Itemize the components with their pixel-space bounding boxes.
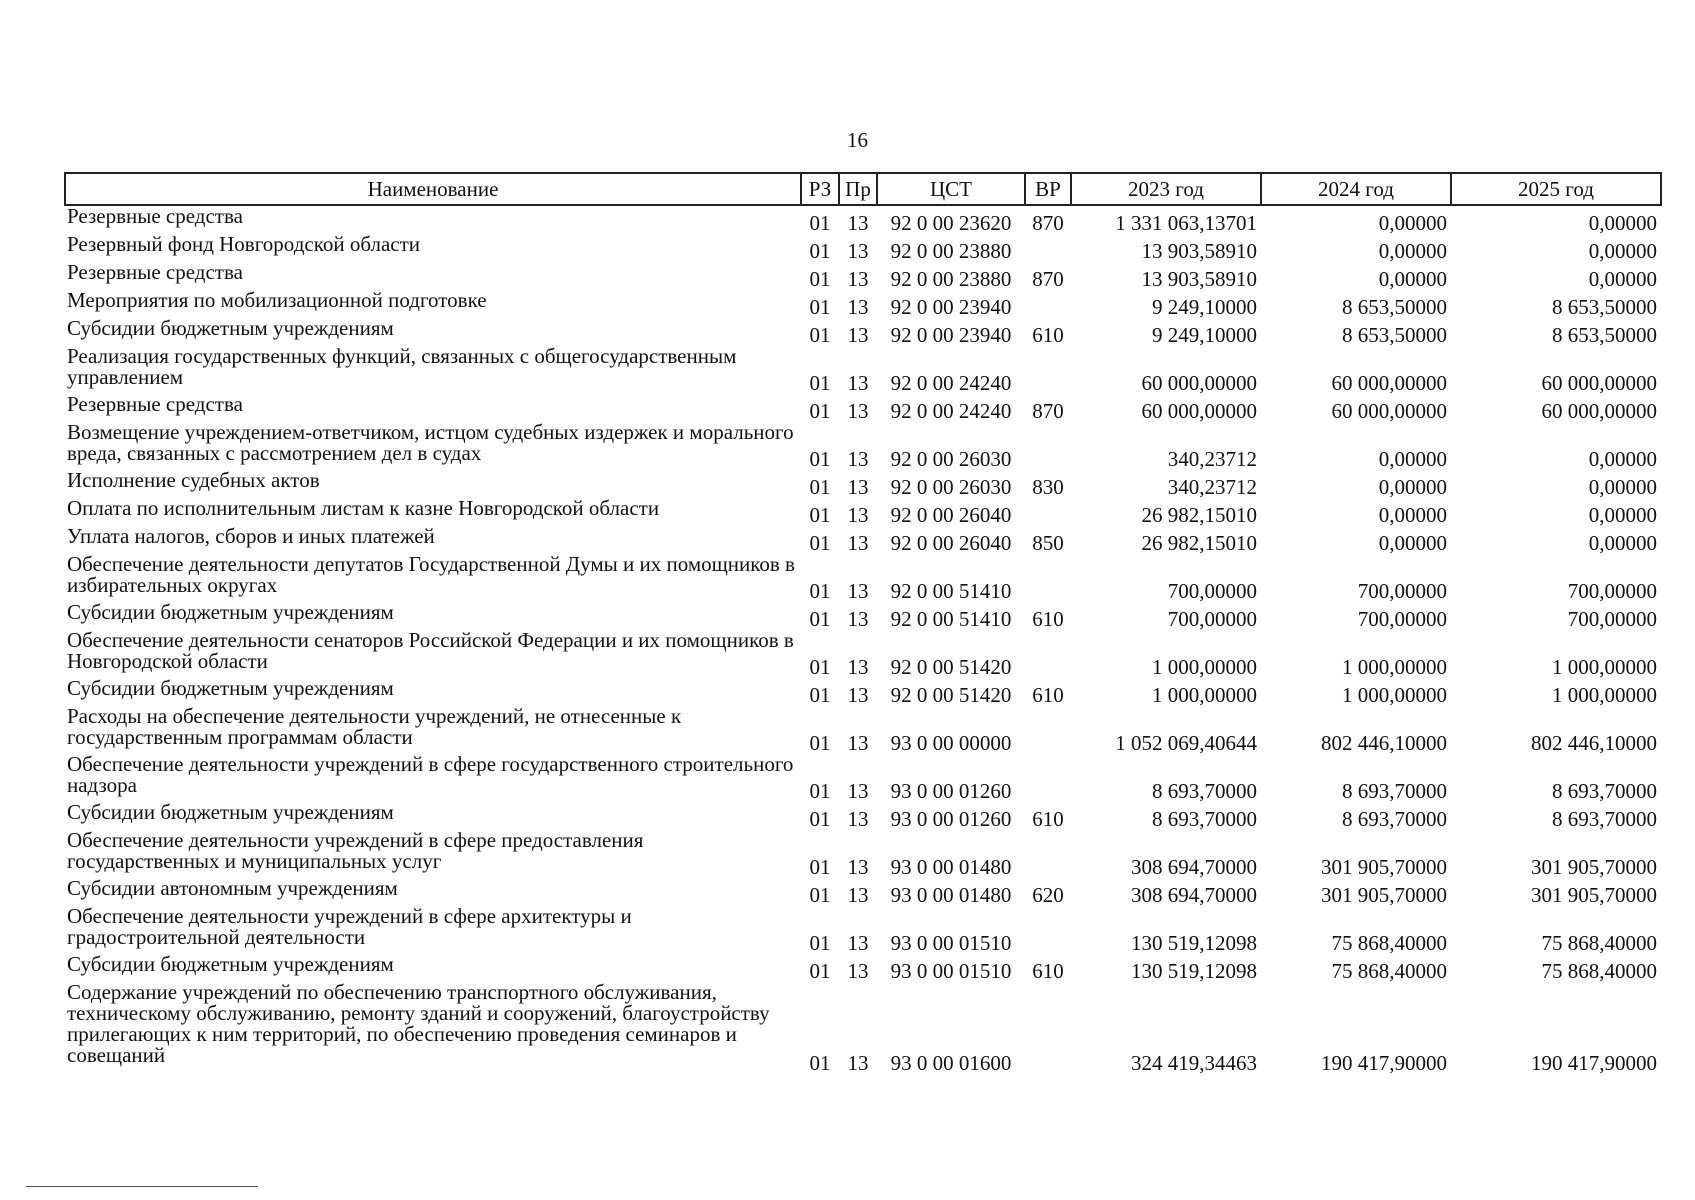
cell-rz: 01 bbox=[809, 855, 831, 879]
cell-name: Обеспечение деятельности учреждений в сфере архитектуры и градостроительной деятельности bbox=[67, 904, 632, 949]
cell-vr: 610 bbox=[1032, 683, 1064, 707]
cell-name: Исполнение судебных актов bbox=[67, 468, 320, 492]
cell-pr: 13 bbox=[847, 731, 869, 755]
cell-cst: 93 0 00 01600 bbox=[890, 1051, 1012, 1075]
cell-vr bbox=[1025, 422, 1071, 470]
cell-2025: 60 000,00000 bbox=[1541, 371, 1657, 395]
col-header-name: Наименование bbox=[65, 173, 801, 205]
cell-vr bbox=[1025, 982, 1071, 1074]
cell-2024: 301 905,70000 bbox=[1321, 883, 1447, 907]
cell-2024: 700,00000 bbox=[1357, 579, 1447, 603]
cell-vr: 850 bbox=[1032, 531, 1064, 555]
cell-2025: 0,00000 bbox=[1588, 503, 1657, 527]
cell-2025: 1 000,00000 bbox=[1552, 683, 1657, 707]
cell-vr bbox=[1025, 630, 1071, 678]
cell-pr: 13 bbox=[847, 323, 869, 347]
cell-2025: 1 000,00000 bbox=[1552, 655, 1657, 679]
cell-2024: 1 000,00000 bbox=[1342, 655, 1447, 679]
cell-cst: 92 0 00 23940 bbox=[890, 295, 1012, 319]
cell-2025: 60 000,00000 bbox=[1541, 399, 1657, 423]
cell-pr: 13 bbox=[847, 683, 869, 707]
cell-2025: 8 693,70000 bbox=[1552, 779, 1657, 803]
table-row bbox=[65, 982, 1661, 1074]
cell-rz: 01 bbox=[809, 655, 831, 679]
cell-2023: 130 519,12098 bbox=[1131, 959, 1257, 983]
cell-rz: 01 bbox=[809, 399, 831, 423]
cell-name: Субсидии бюджетным учреждениям bbox=[67, 600, 394, 624]
cell-pr: 13 bbox=[847, 475, 869, 499]
table-row bbox=[65, 498, 1661, 526]
cell-name: Обеспечение деятельности депутатов Государственной Думы и их помощников в избирательных округах bbox=[67, 552, 795, 597]
col-header-vr: ВР bbox=[1025, 173, 1071, 205]
cell-name: Резервные средства bbox=[67, 204, 243, 228]
cell-vr: 610 bbox=[1032, 959, 1064, 983]
cell-2023: 13 903,58910 bbox=[1141, 239, 1257, 263]
cell-pr: 13 bbox=[847, 607, 869, 631]
cell-2024: 0,00000 bbox=[1378, 531, 1447, 555]
cell-name: Обеспечение деятельности учреждений в сфере государственного строительного надзора bbox=[67, 752, 794, 797]
cell-2025: 0,00000 bbox=[1588, 447, 1657, 471]
cell-pr: 13 bbox=[847, 931, 869, 955]
cell-vr bbox=[1025, 706, 1071, 754]
cell-vr bbox=[1025, 498, 1071, 526]
cell-2023: 60 000,00000 bbox=[1141, 371, 1257, 395]
cell-rz: 01 bbox=[809, 579, 831, 603]
col-header-rz: РЗ bbox=[801, 173, 839, 205]
cell-name: Мероприятия по мобилизационной подготовке bbox=[67, 288, 487, 312]
cell-rz: 01 bbox=[809, 371, 831, 395]
cell-2023: 130 519,12098 bbox=[1131, 931, 1257, 955]
cell-2025: 190 417,90000 bbox=[1531, 1051, 1657, 1075]
cell-pr: 13 bbox=[847, 655, 869, 679]
cell-cst: 93 0 00 01480 bbox=[890, 855, 1012, 879]
cell-name: Оплата по исполнительным листам к казне Новгородской области bbox=[67, 496, 660, 520]
cell-vr: 870 bbox=[1032, 211, 1064, 235]
cell-rz: 01 bbox=[809, 295, 831, 319]
cell-2025: 0,00000 bbox=[1588, 267, 1657, 291]
cell-2024: 802 446,10000 bbox=[1321, 731, 1447, 755]
cell-2025: 75 868,40000 bbox=[1541, 959, 1657, 983]
cell-2025: 0,00000 bbox=[1588, 239, 1657, 263]
cell-2024: 0,00000 bbox=[1378, 447, 1447, 471]
cell-name: Реализация государственных функций, связанных с общегосударственным управлением bbox=[67, 344, 737, 389]
cell-2024: 0,00000 bbox=[1378, 475, 1447, 499]
cell-2023: 308 694,70000 bbox=[1131, 883, 1257, 907]
cell-vr bbox=[1025, 906, 1071, 954]
page-number: 16 bbox=[847, 128, 868, 152]
cell-2025: 301 905,70000 bbox=[1531, 855, 1657, 879]
cell-2023: 340,23712 bbox=[1167, 475, 1257, 499]
cell-name: Обеспечение деятельности сенаторов Российской Федерации и их помощников в Новгородской области bbox=[67, 628, 794, 673]
cell-pr: 13 bbox=[847, 503, 869, 527]
table-row bbox=[65, 526, 1661, 554]
table-row bbox=[65, 878, 1661, 906]
table-row bbox=[65, 554, 1661, 602]
cell-rz: 01 bbox=[809, 267, 831, 291]
cell-2023: 308 694,70000 bbox=[1131, 855, 1257, 879]
cell-vr: 610 bbox=[1032, 807, 1064, 831]
cell-2023: 1 331 063,13701 bbox=[1115, 211, 1257, 235]
cell-2023: 700,00000 bbox=[1167, 607, 1257, 631]
cell-2023: 13 903,58910 bbox=[1141, 267, 1257, 291]
cell-2024: 0,00000 bbox=[1378, 503, 1447, 527]
cell-2023: 1 000,00000 bbox=[1152, 655, 1257, 679]
cell-rz: 01 bbox=[809, 683, 831, 707]
cell-rz: 01 bbox=[809, 323, 831, 347]
cell-pr: 13 bbox=[847, 399, 869, 423]
cell-vr bbox=[1025, 554, 1071, 602]
cell-pr: 13 bbox=[847, 295, 869, 319]
col-header-2025: 2025 год bbox=[1451, 173, 1661, 205]
cell-2025: 8 653,50000 bbox=[1552, 323, 1657, 347]
cell-pr: 13 bbox=[847, 239, 869, 263]
cell-2023: 60 000,00000 bbox=[1141, 399, 1257, 423]
cell-rz: 01 bbox=[809, 779, 831, 803]
cell-2025: 700,00000 bbox=[1567, 579, 1657, 603]
footer-rule bbox=[26, 1186, 258, 1187]
col-header-2024: 2024 год bbox=[1261, 173, 1451, 205]
cell-rz: 01 bbox=[809, 931, 831, 955]
table-body bbox=[65, 205, 1661, 1074]
cell-cst: 93 0 00 01510 bbox=[890, 959, 1012, 983]
cell-name: Субсидии бюджетным учреждениям bbox=[67, 800, 394, 824]
cell-cst: 92 0 00 26040 bbox=[890, 503, 1012, 527]
cell-2023: 26 982,15010 bbox=[1141, 531, 1257, 555]
table-row bbox=[65, 346, 1661, 394]
cell-name: Субсидии бюджетным учреждениям bbox=[67, 952, 394, 976]
cell-name: Субсидии бюджетным учреждениям bbox=[67, 316, 394, 340]
cell-2025: 75 868,40000 bbox=[1541, 931, 1657, 955]
cell-cst: 92 0 00 51410 bbox=[890, 579, 1012, 603]
table-row bbox=[65, 802, 1661, 830]
cell-cst: 92 0 00 51420 bbox=[890, 655, 1012, 679]
cell-rz: 01 bbox=[809, 1051, 831, 1075]
cell-vr bbox=[1025, 754, 1071, 802]
cell-vr bbox=[1025, 830, 1071, 878]
cell-cst: 93 0 00 01480 bbox=[890, 883, 1012, 907]
cell-2024: 190 417,90000 bbox=[1321, 1051, 1447, 1075]
cell-cst: 92 0 00 26030 bbox=[890, 447, 1012, 471]
cell-2024: 8 653,50000 bbox=[1342, 323, 1447, 347]
cell-pr: 13 bbox=[847, 1051, 869, 1075]
cell-2024: 75 868,40000 bbox=[1331, 931, 1447, 955]
cell-rz: 01 bbox=[809, 239, 831, 263]
col-header-cst: ЦСТ bbox=[877, 173, 1025, 205]
cell-vr: 870 bbox=[1032, 267, 1064, 291]
cell-name: Резервные средства bbox=[67, 260, 243, 284]
cell-2023: 700,00000 bbox=[1167, 579, 1257, 603]
cell-2024: 1 000,00000 bbox=[1342, 683, 1447, 707]
table-row bbox=[65, 318, 1661, 346]
table-row bbox=[65, 470, 1661, 498]
cell-rz: 01 bbox=[809, 531, 831, 555]
cell-name: Содержание учреждений по обеспечению транспортного обслуживания, техническому обслуживанию, ремонту зданий и сооружений, благоустройству прилегающих к ним территорий, по обеспечению проведения семинаров и совещаний bbox=[67, 980, 770, 1067]
cell-2024: 60 000,00000 bbox=[1331, 399, 1447, 423]
cell-rz: 01 bbox=[809, 211, 831, 235]
cell-vr: 870 bbox=[1032, 399, 1064, 423]
cell-2025: 802 446,10000 bbox=[1531, 731, 1657, 755]
cell-rz: 01 bbox=[809, 959, 831, 983]
cell-vr: 620 bbox=[1032, 883, 1064, 907]
table-row bbox=[65, 290, 1661, 318]
cell-2025: 0,00000 bbox=[1588, 531, 1657, 555]
table-row bbox=[65, 678, 1661, 706]
cell-2023: 340,23712 bbox=[1167, 447, 1257, 471]
cell-name: Субсидии автономным учреждениям bbox=[67, 876, 398, 900]
cell-2024: 75 868,40000 bbox=[1331, 959, 1447, 983]
cell-2024: 60 000,00000 bbox=[1331, 371, 1447, 395]
cell-2023: 9 249,10000 bbox=[1152, 323, 1257, 347]
table-row bbox=[65, 422, 1661, 470]
cell-rz: 01 bbox=[809, 447, 831, 471]
cell-2024: 0,00000 bbox=[1378, 211, 1447, 235]
cell-vr bbox=[1025, 290, 1071, 318]
cell-rz: 01 bbox=[809, 475, 831, 499]
cell-cst: 93 0 00 01510 bbox=[890, 931, 1012, 955]
cell-cst: 93 0 00 01260 bbox=[890, 807, 1012, 831]
budget-table bbox=[64, 172, 1662, 1074]
table-row bbox=[65, 706, 1661, 754]
cell-name: Резервные средства bbox=[67, 392, 243, 416]
table-row bbox=[65, 394, 1661, 422]
cell-cst: 92 0 00 23940 bbox=[890, 323, 1012, 347]
cell-pr: 13 bbox=[847, 779, 869, 803]
cell-vr bbox=[1025, 346, 1071, 394]
cell-vr: 610 bbox=[1032, 323, 1064, 347]
cell-name: Субсидии бюджетным учреждениям bbox=[67, 676, 394, 700]
table-row bbox=[65, 602, 1661, 630]
cell-2023: 8 693,70000 bbox=[1152, 779, 1257, 803]
cell-cst: 93 0 00 01260 bbox=[890, 779, 1012, 803]
cell-name: Резервный фонд Новгородской области bbox=[67, 232, 421, 256]
cell-pr: 13 bbox=[847, 211, 869, 235]
cell-pr: 13 bbox=[847, 447, 869, 471]
cell-rz: 01 bbox=[809, 607, 831, 631]
table-row bbox=[65, 906, 1661, 954]
cell-2024: 0,00000 bbox=[1378, 239, 1447, 263]
col-header-pr: Пр bbox=[839, 173, 877, 205]
cell-2024: 8 653,50000 bbox=[1342, 295, 1447, 319]
cell-cst: 92 0 00 51420 bbox=[890, 683, 1012, 707]
table-header-row bbox=[65, 173, 1661, 205]
cell-cst: 92 0 00 24240 bbox=[890, 399, 1012, 423]
cell-pr: 13 bbox=[847, 807, 869, 831]
cell-2023: 324 419,34463 bbox=[1131, 1051, 1257, 1075]
cell-pr: 13 bbox=[847, 883, 869, 907]
cell-cst: 92 0 00 51410 bbox=[890, 607, 1012, 631]
cell-name: Уплата налогов, сборов и иных платежей bbox=[67, 524, 435, 548]
cell-2023: 8 693,70000 bbox=[1152, 807, 1257, 831]
cell-rz: 01 bbox=[809, 731, 831, 755]
cell-rz: 01 bbox=[809, 807, 831, 831]
cell-cst: 93 0 00 00000 bbox=[890, 731, 1012, 755]
cell-2025: 8 653,50000 bbox=[1552, 295, 1657, 319]
cell-name: Возмещение учреждением-ответчиком, истцом судебных издержек и морального вреда, связанных с рассмотрением дел в судах bbox=[67, 420, 794, 465]
cell-pr: 13 bbox=[847, 959, 869, 983]
table-row bbox=[65, 205, 1661, 234]
cell-2025: 301 905,70000 bbox=[1531, 883, 1657, 907]
cell-cst: 92 0 00 24240 bbox=[890, 371, 1012, 395]
table-row bbox=[65, 754, 1661, 802]
cell-2023: 9 249,10000 bbox=[1152, 295, 1257, 319]
cell-2024: 8 693,70000 bbox=[1342, 779, 1447, 803]
table-row bbox=[65, 630, 1661, 678]
cell-name: Расходы на обеспечение деятельности учреждений, не отнесенные к государственным программам области bbox=[67, 704, 682, 749]
table-row bbox=[65, 234, 1661, 262]
cell-2023: 1 000,00000 bbox=[1152, 683, 1257, 707]
cell-cst: 92 0 00 26040 bbox=[890, 531, 1012, 555]
cell-name: Обеспечение деятельности учреждений в сфере предоставления государственных и муниципальных услуг bbox=[67, 828, 644, 873]
cell-cst: 92 0 00 26030 bbox=[890, 475, 1012, 499]
cell-pr: 13 bbox=[847, 267, 869, 291]
cell-vr: 830 bbox=[1032, 475, 1064, 499]
cell-2023: 1 052 069,40644 bbox=[1115, 731, 1257, 755]
table-row bbox=[65, 262, 1661, 290]
cell-2025: 8 693,70000 bbox=[1552, 807, 1657, 831]
cell-rz: 01 bbox=[809, 503, 831, 527]
cell-pr: 13 bbox=[847, 579, 869, 603]
cell-cst: 92 0 00 23620 bbox=[890, 211, 1012, 235]
cell-2024: 0,00000 bbox=[1378, 267, 1447, 291]
cell-2025: 0,00000 bbox=[1588, 475, 1657, 499]
cell-2023: 26 982,15010 bbox=[1141, 503, 1257, 527]
cell-2025: 700,00000 bbox=[1567, 607, 1657, 631]
cell-2024: 700,00000 bbox=[1357, 607, 1447, 631]
col-header-2023: 2023 год bbox=[1071, 173, 1261, 205]
cell-cst: 92 0 00 23880 bbox=[890, 267, 1012, 291]
table-row bbox=[65, 830, 1661, 878]
cell-vr: 610 bbox=[1032, 607, 1064, 631]
table-row bbox=[65, 954, 1661, 982]
cell-cst: 92 0 00 23880 bbox=[890, 239, 1012, 263]
cell-pr: 13 bbox=[847, 531, 869, 555]
cell-2025: 0,00000 bbox=[1588, 211, 1657, 235]
cell-2024: 301 905,70000 bbox=[1321, 855, 1447, 879]
cell-vr bbox=[1025, 234, 1071, 262]
cell-pr: 13 bbox=[847, 855, 869, 879]
cell-rz: 01 bbox=[809, 883, 831, 907]
cell-pr: 13 bbox=[847, 371, 869, 395]
cell-2024: 8 693,70000 bbox=[1342, 807, 1447, 831]
